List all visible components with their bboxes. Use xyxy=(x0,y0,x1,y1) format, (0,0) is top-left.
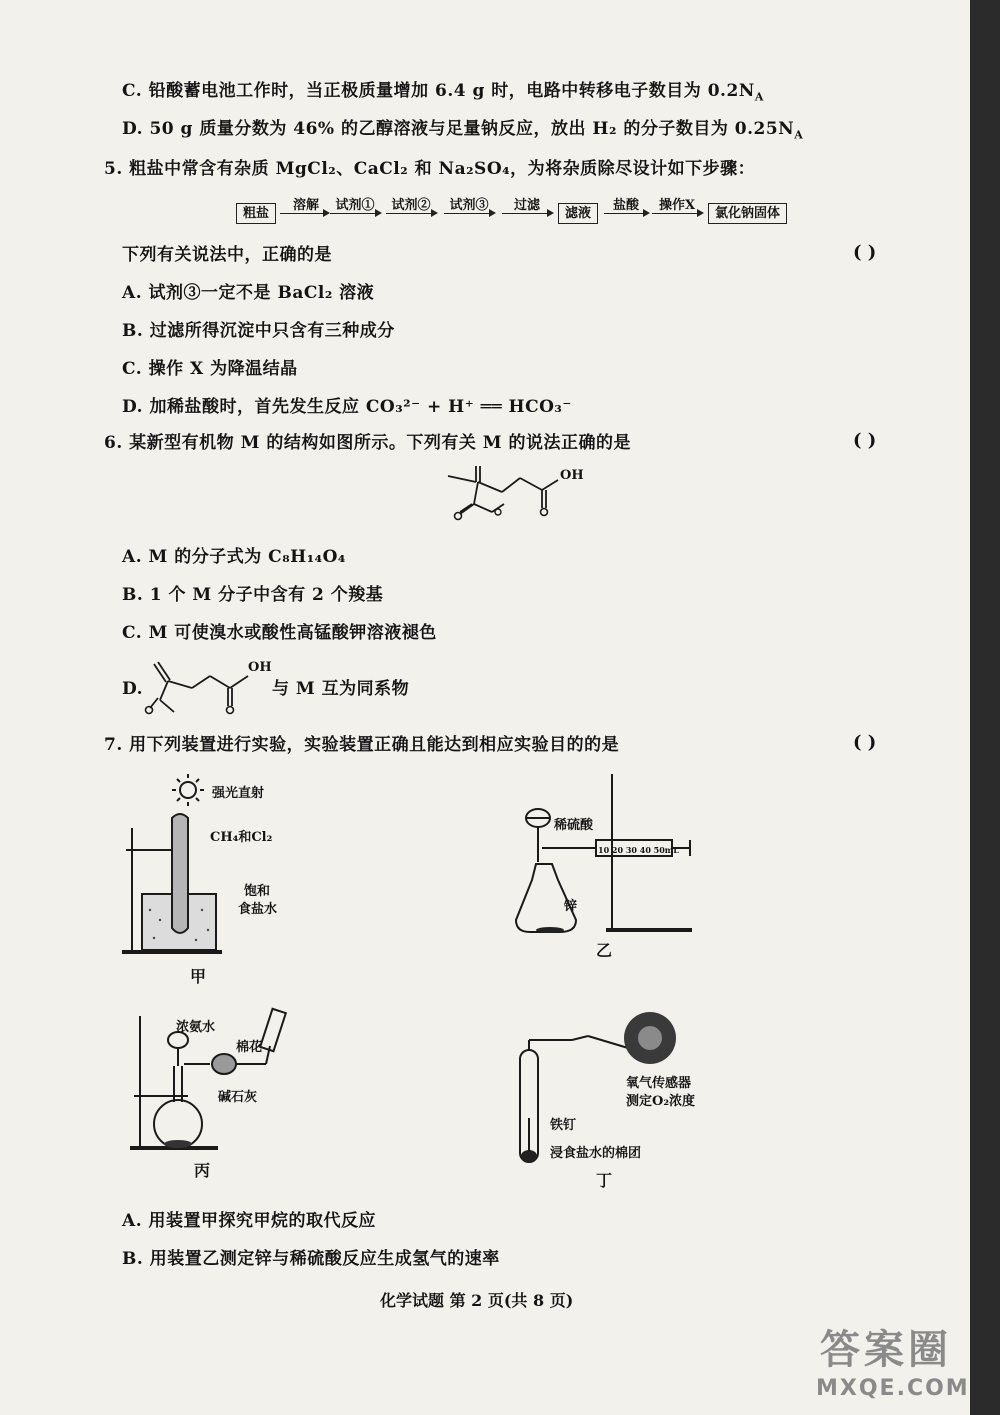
ding-caption: 丁 xyxy=(596,1171,613,1190)
flow-step-7: 操作X xyxy=(658,198,696,213)
watermark-cn: 答案圈 xyxy=(820,1327,952,1373)
page-footer: 化学试题 第 2 页(共 8 页) xyxy=(380,1291,574,1310)
apparatus-yi xyxy=(512,770,702,942)
flow-arrow-4 xyxy=(444,213,494,214)
ding-sensor-label-2: 测定O₂浓度 xyxy=(626,1094,696,1109)
q4-option-d-text: D. 50 g 质量分数为 46% 的乙醇溶液与足量钠反应，放出 H₂ 的分子数目为 0.25N xyxy=(122,119,795,139)
scan-edge-bar xyxy=(970,0,1000,1415)
option-d-oh-label: OH xyxy=(248,660,272,675)
flow-arrow-2 xyxy=(330,213,380,214)
yi-zinc-label: 锌 xyxy=(564,899,578,914)
ding-sensor-label-1: 氧气传感器 xyxy=(626,1076,692,1091)
watermark-en: MXQE.COM xyxy=(816,1376,970,1401)
q5-ask: 下列有关说法中，正确的是 xyxy=(122,245,332,265)
q4-option-c-sub: A xyxy=(754,90,764,104)
yi-syringe-scale: 10 20 30 40 50mL xyxy=(598,845,679,855)
flow-arrow-6 xyxy=(604,213,648,214)
q6-option-c: C. M 可使溴水或酸性高锰酸钾溶液褪色 xyxy=(122,623,437,643)
q7-option-a: A. 用装置甲探究甲烷的取代反应 xyxy=(122,1211,377,1231)
jia-caption: 甲 xyxy=(190,967,207,986)
yi-caption: 乙 xyxy=(596,941,613,960)
bing-lime-label: 碱石灰 xyxy=(218,1090,258,1105)
jia-liquid-label-1: 饱和 xyxy=(244,884,271,899)
q4-option-d xyxy=(122,118,803,146)
q5-option-c: C. 操作 X 为降温结晶 xyxy=(122,359,298,379)
q7-answer-paren: ( ) xyxy=(853,732,877,753)
flow-mid-box: 滤液 xyxy=(558,203,598,224)
flow-step-2: 试剂① xyxy=(335,198,375,213)
q6-option-d-suffix: 与 M 互为同系物 xyxy=(272,679,410,699)
q6-option-a: A. M 的分子式为 C₈H₁₄O₄ xyxy=(122,547,346,567)
ding-nail-label: 铁钉 xyxy=(550,1118,577,1133)
q7-stem: 7. 用下列装置进行实验，实验装置正确且能达到相应实验目的的是 xyxy=(104,735,620,755)
jia-gas-label: CH₄和Cl₂ xyxy=(210,830,273,845)
q5-stem: 5. 粗盐中常含有杂质 MgCl₂、CaCl₂ 和 Na₂SO₄，为将杂质除尽设计如下步骤： xyxy=(104,159,756,179)
q6-option-d-prefix: D. xyxy=(122,679,144,699)
q7-option-b: B. 用装置乙测定锌与稀硫酸反应生成氢气的速率 xyxy=(122,1249,500,1269)
q4-option-d-sub: A xyxy=(794,128,804,142)
flow-step-1: 溶解 xyxy=(292,198,319,213)
q6-answer-paren: ( ) xyxy=(853,430,877,451)
bing-ammonia-label: 浓氨水 xyxy=(176,1020,216,1035)
q4-option-c-text: C. 铅酸蓄电池工作时，当正极质量增加 6.4 g 时，电路中转移电子数目为 0.2N xyxy=(122,81,755,101)
bing-caption: 丙 xyxy=(194,1161,211,1180)
flow-arrow-3 xyxy=(386,213,436,214)
flow-start-box: 粗盐 xyxy=(236,203,276,224)
jia-light-label: 强光直射 xyxy=(212,786,265,801)
q4-option-c xyxy=(122,80,764,108)
ding-cotton-label: 浸食盐水的棉团 xyxy=(550,1146,642,1161)
flow-step-5: 过滤 xyxy=(513,198,540,213)
flow-arrow-7 xyxy=(652,213,702,214)
q5-option-a: A. 试剂③一定不是 BaCl₂ 溶液 xyxy=(122,283,375,303)
option-d-structure xyxy=(144,660,256,718)
flow-step-4: 试剂③ xyxy=(449,198,489,213)
flow-end-box: 氯化钠固体 xyxy=(708,203,787,224)
q6-stem: 6. 某新型有机物 M 的结构如图所示。下列有关 M 的说法正确的是 xyxy=(104,433,631,453)
yi-acid-label: 稀硫酸 xyxy=(554,818,594,833)
q5-answer-paren: ( ) xyxy=(853,242,877,263)
flow-step-3: 试剂② xyxy=(391,198,431,213)
flow-arrow-5 xyxy=(502,213,552,214)
flow-step-6: 盐酸 xyxy=(612,198,639,213)
jia-liquid-label-2: 食盐水 xyxy=(238,902,278,917)
q5-option-b: B. 过滤所得沉淀中只含有三种成分 xyxy=(122,321,395,341)
bing-cotton-label: 棉花 xyxy=(236,1040,263,1055)
molecule-m-oh-label: OH xyxy=(560,468,584,483)
q6-option-b: B. 1 个 M 分子中含有 2 个羧基 xyxy=(122,585,384,605)
q5-option-d: D. 加稀盐酸时，首先发生反应 CO₃²⁻ + H⁺ ══ HCO₃⁻ xyxy=(122,397,572,417)
flow-arrow-1 xyxy=(280,213,328,214)
